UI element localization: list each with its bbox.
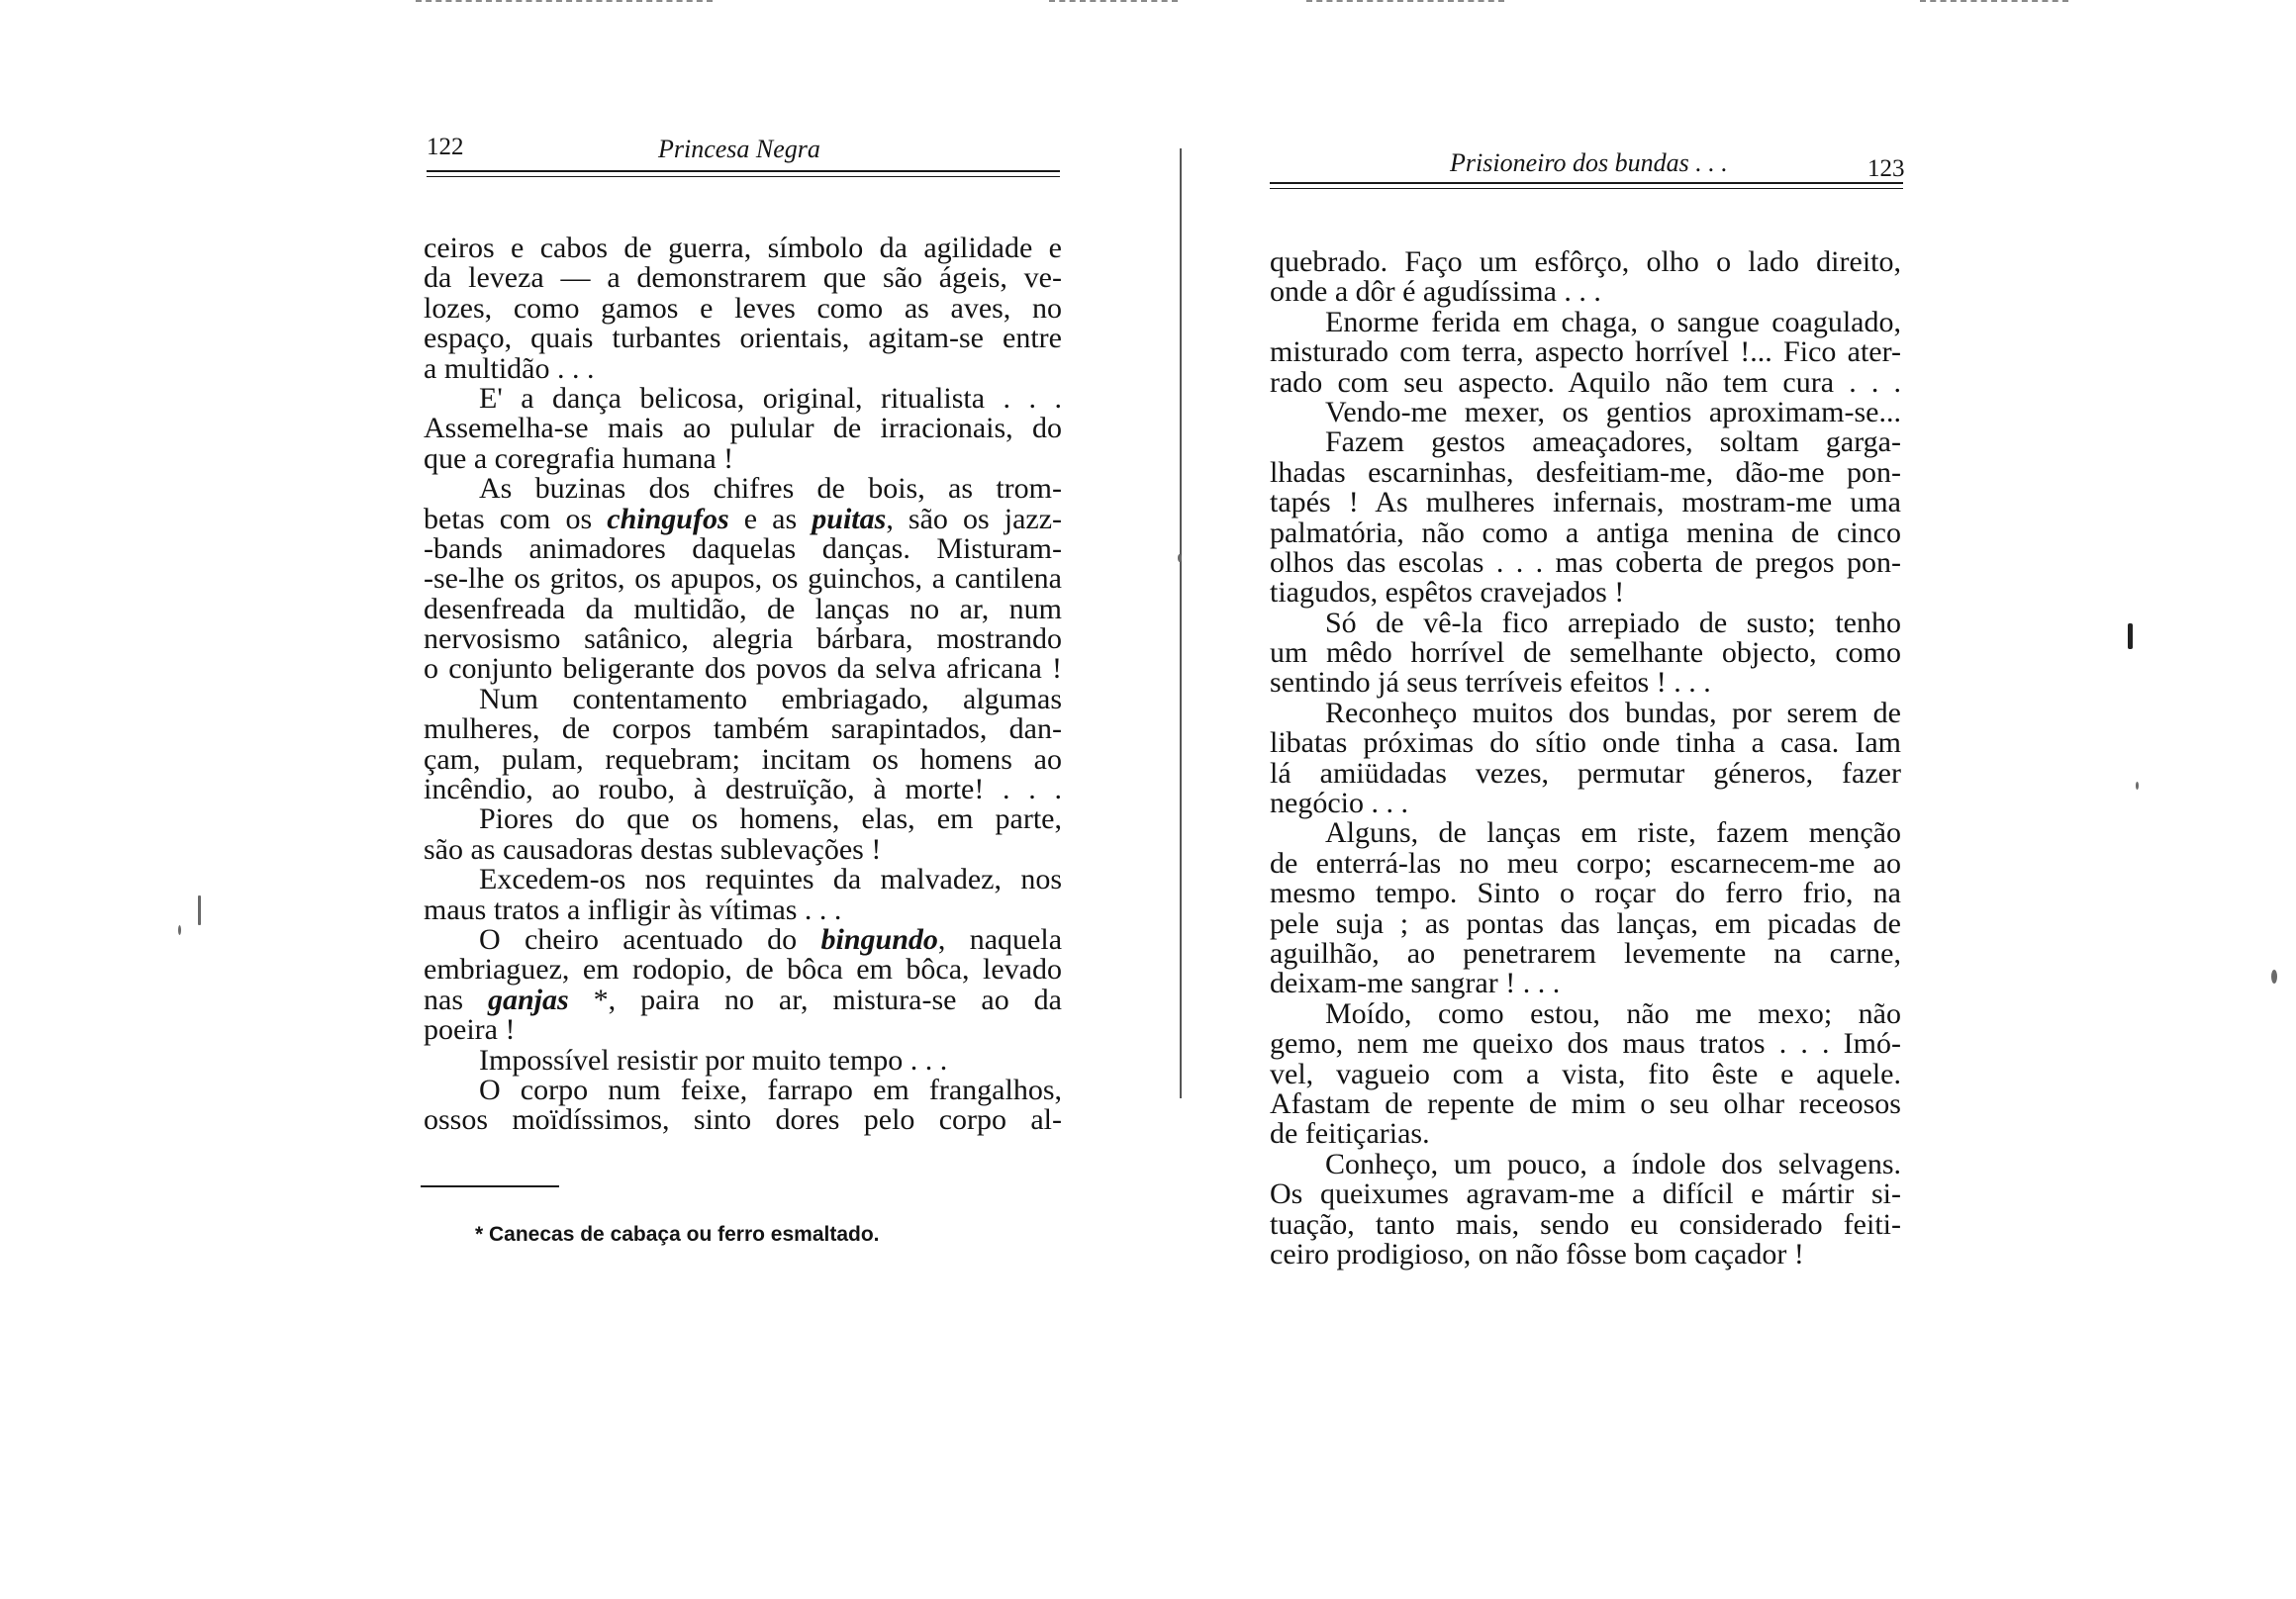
text-line: desenfreada da multidão, de lanças no ar, num [424,592,1062,625]
text-line: de feitiçarias. [1270,1117,1430,1151]
left-header-rule [427,170,1060,172]
scan-speck [2271,970,2277,984]
text-line: olhos das escolas . . . mas coberta de pregos pon- [1270,545,1901,579]
scan-speck [178,925,181,935]
text-line: gemo, nem me queixo dos maus tratos . . . Imó- [1270,1027,1901,1061]
scan-edge-mark [1049,0,1178,6]
text-line: Num contentamento embriagado, algumas [479,682,1062,715]
text-line: O corpo num feixe, farrapo em frangalhos, [479,1073,1062,1106]
text-line: de enterrá-las no meu corpo; escarnecem-me ao [1270,846,1901,880]
text-line: lozes, como gamos e leves como as aves, no [424,291,1062,325]
text-line: vel, vagueio com a vista, fito êste e aquele. [1270,1057,1901,1090]
text-line: deixam-me sangrar ! . . . [1270,967,1561,1000]
text-line: maus tratos a infligir às vítimas . . . [424,893,842,926]
scan-speck [2136,782,2139,790]
text-run: betas com os [424,502,593,535]
text-line: mesmo tempo. Sinto o roçar do ferro frio, na [1270,877,1901,910]
text-line: libatas próximas do sítio onde tinha a casa. Iam [1270,726,1901,760]
text-line: ossos moïdíssimos, sinto dores pelo corpo al- [424,1103,1062,1137]
text-line: Afastam de repente de mim o seu olhar receosos [1270,1086,1901,1120]
text-line: onde a dôr é agudíssima . . . [1270,275,1601,309]
text-line: poeira ! [424,1013,516,1047]
text-line: a multidão . . . [424,351,595,385]
text-line: incêndio, ao roubo, à destruïção, à morte! . . . [424,773,1062,806]
text-line: Fazem gestos ameaçadores, soltam garga- [1325,425,1901,459]
text-run: *, paira no ar, mistura-se ao da [568,983,1062,1016]
left-page [421,0,1064,1599]
text-line: tapés ! As mulheres infernais, mostram-me uma [1270,486,1901,519]
text-line: As buzinas dos chifres de bois, as trom- [479,472,1062,506]
right-header-rule [1270,182,1903,184]
text-line: tuação, tanto mais, sendo eu considerado feiti- [1270,1207,1901,1241]
scan-speck [2128,623,2133,649]
text-line-mixed [424,502,1063,535]
text-line: sentindo já seus terríveis efeitos ! . . . [1270,666,1711,700]
text-line: Excedem-os nos requintes da malvadez, nos [479,863,1062,896]
text-line: lhadas escarninhas, desfeitiam-me, dão-me pon- [1270,455,1901,489]
right-body-text [1270,247,1901,1270]
text-line: o conjunto beligerante dos povos da selva africana ! [424,652,1062,686]
text-line: Moído, como estou, não me mexo; não [1325,996,1901,1030]
italic-term: bingundo [820,922,938,956]
italic-term: ganjas [487,983,569,1016]
text-line: E' a dança belicosa, original, ritualista . . . [479,381,1062,415]
text-line: lá amiüdadas vezes, permutar géneros, fazer [1270,756,1901,790]
text-run: O cheiro acentuado do [479,922,798,956]
text-line: que a coregrafia humana ! [424,441,734,475]
text-line: um mêdo horrível de semelhante objecto, como [1270,636,1901,670]
italic-term: chingufos [607,502,729,535]
text-line: Só de vê-la fico arrepiado de susto; tenho [1325,606,1901,639]
book-gutter [1180,148,1182,1098]
text-run: nas [424,983,463,1016]
scan-edge-mark [1920,0,2068,6]
text-line: ceiros e cabos de guerra, símbolo da agilidade e [424,232,1062,264]
left-body-text [424,234,1062,1136]
left-page-number: 122 [427,134,464,160]
text-line: negócio . . . [1270,787,1408,820]
text-line: Piores do que os homens, elas, em parte, [479,802,1062,836]
text-line: aguilhão, ao penetrarem levemente na carne, [1270,936,1901,970]
scan-speck [1178,554,1182,562]
footnote: * Canecas de cabaça ou ferro esmaltado. [475,1223,880,1246]
text-line: ceiro prodigioso, on não fôsse bom caçador ! [1270,1237,1804,1270]
text-line: espaço, quais turbantes orientais, agitam-se entre [424,322,1062,355]
right-running-title: Prisioneiro dos bundas . . . [1450,148,1728,177]
text-line: -se-lhe os gritos, os apupos, os guinchos, a cantilena [424,562,1062,596]
left-running-title: Princesa Negra [658,135,820,163]
italic-term: puitas [812,502,887,535]
right-page [1262,0,1915,1599]
footnote-rule [421,1185,559,1187]
text-line: nervosismo satânico, alegria bárbara, mostrando [424,622,1062,656]
text-line: Alguns, de lanças em riste, fazem menção [1325,816,1901,850]
text-run: , são os jazz- [886,502,1063,535]
text-line: mulheres, de corpos também sarapintados, dan- [424,712,1062,746]
text-line: rado com seu aspecto. Aquilo não tem cura . . . [1270,365,1901,399]
right-page-number: 123 [1867,155,1905,182]
text-line: Impossível resistir por muito tempo . . . [479,1043,948,1077]
text-line: pele suja ; as pontas das lanças, em picadas de [1270,906,1901,940]
text-line: Reconheço muitos dos bundas, por serem de [1325,696,1901,729]
text-line: misturado com terra, aspecto horrível !... Fico ater- [1270,335,1901,369]
text-line: tiagudos, espêtos cravejados ! [1270,576,1625,610]
scan-speck [198,895,201,925]
text-line: çam, pulam, requebram; incitam os homens ao [424,742,1062,776]
text-line: Conheço, um pouco, a índole dos selvagens. [1325,1147,1901,1180]
text-line: quebrado. Faço um esfôrço, olho o lado direito, [1270,245,1901,278]
text-line: da leveza — a demonstrarem que são ágeis, ve- [424,261,1062,295]
text-line: são as causadoras destas sublevações ! [424,832,882,866]
text-line-mixed [424,983,1062,1016]
text-run: , naquela [937,922,1063,956]
text-line: palmatória, não como a antiga menina de cinco [1270,516,1901,549]
text-line: Assemelha-se mais ao pulular de irracionais, do [424,412,1062,445]
text-line: embriaguez, em rodopio, de bôca em bôca, levado [424,953,1062,987]
text-run: e as [743,502,798,535]
right-header-rule-thin [1270,188,1903,189]
text-line-mixed [424,922,1063,956]
left-header-rule-thin [427,176,1060,177]
text-line: Enorme ferida em chaga, o sangue coagulado, [1325,305,1901,338]
text-line: Vendo-me mexer, os gentios aproximam-se... [1325,395,1901,428]
text-line: -bands animadores daquelas danças. Misturam- [424,531,1062,565]
text-line: Os queixumes agravam-me a difícil e mártir si- [1270,1177,1901,1211]
